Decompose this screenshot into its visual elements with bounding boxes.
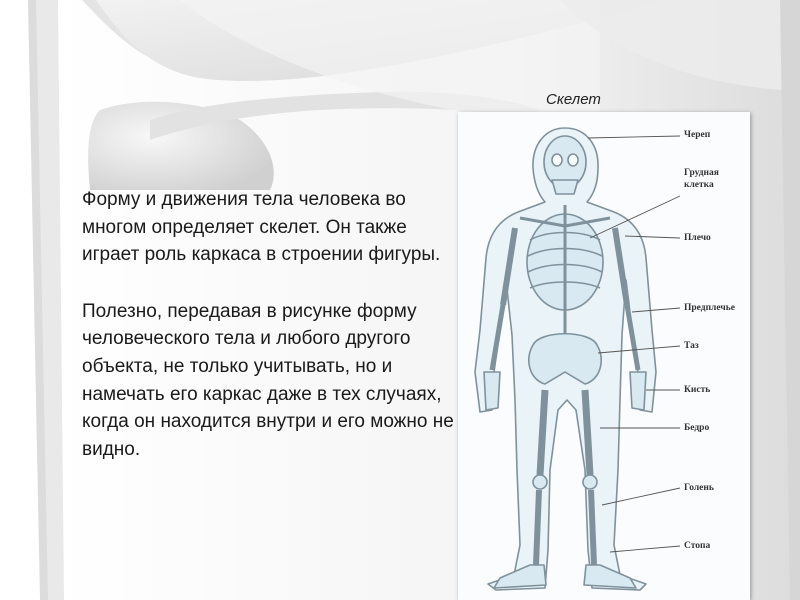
label-thigh: Бедро xyxy=(684,423,710,433)
label-shin: Голень xyxy=(684,483,714,493)
label-chest-line-1: Грудная xyxy=(684,168,719,178)
right-hand xyxy=(630,372,646,410)
left-hand xyxy=(484,372,500,410)
paragraph-2: Полезно, передавая в рисунке форму человеческого тела и любого другого объекта, не только учитывать, но и намечать его каркас даже в тех случаях, когда он находится внутри и его можно не видно. xyxy=(82,300,454,460)
label-forearm: Предплечье xyxy=(684,303,735,313)
label-pelvis: Таз xyxy=(684,341,699,351)
label-chest-line-2: клетка xyxy=(684,180,714,190)
paragraph-1: Форму и движения тела человека во многом определяет скелет. Он также играет роль каркаса в строении фигуры. xyxy=(82,189,441,266)
figure-title-line-1: Скелет xyxy=(546,91,601,108)
label-hand: Кисть xyxy=(684,385,711,395)
label-shoulder: Плечо xyxy=(684,233,711,243)
label-skull: Череп xyxy=(684,130,711,140)
label-foot: Стопа xyxy=(684,541,711,551)
